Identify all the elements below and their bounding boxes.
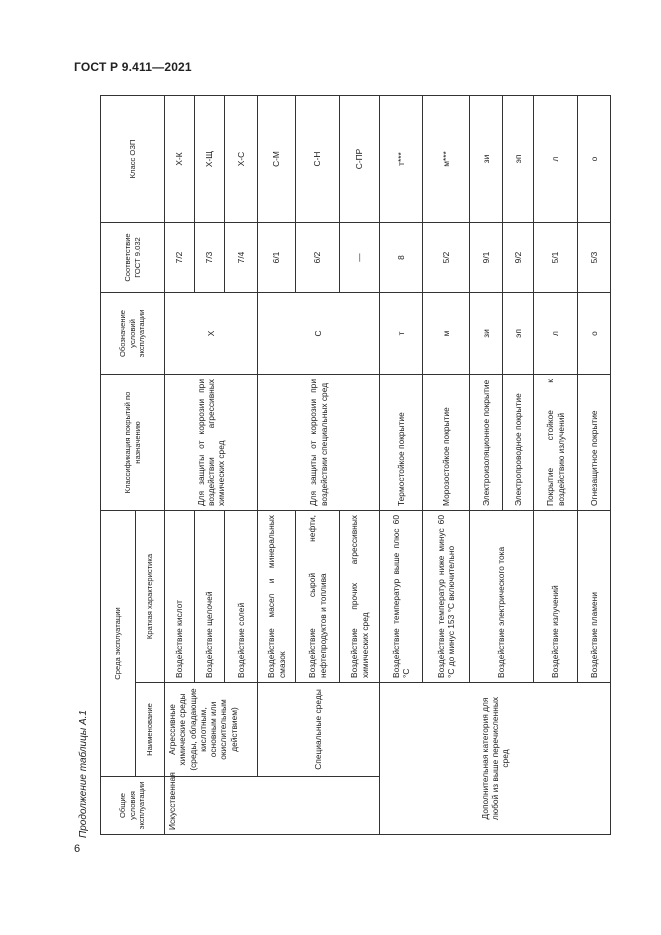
cell-brief-salts: Воздействие солей: [225, 511, 258, 683]
cell-gost-8: 8: [380, 223, 423, 293]
cell-ozp-spr: С-ПР: [340, 96, 380, 223]
page-number: 6: [74, 843, 81, 855]
cell-des-m: м: [423, 293, 470, 375]
cell-des-o: о: [578, 293, 611, 375]
cell-gost-dash: —: [340, 223, 380, 293]
cell-ozp-ep: эп: [503, 96, 534, 223]
rotated-table-wrapper: [100, 96, 610, 835]
cell-gost-51: 5/1: [534, 223, 578, 293]
cell-brief-high-temp: Воздействие температур выше плюс 60 °С: [380, 511, 423, 683]
cell-class-frost: Морозостойкое покрытие: [423, 375, 470, 511]
cell-general-additional: Дополнительная категория для любой из выше перечисленных сред: [380, 683, 611, 835]
cell-brief-acids: Воздействие кислот: [165, 511, 195, 683]
cell-gost-52: 5/2: [423, 223, 470, 293]
header-gost: Соответствие ГОСТ 9.032: [101, 223, 165, 293]
header-name: Наименование: [136, 683, 165, 777]
cell-class-corrosion-special: Для защиты от коррозии при воздействии специальных сред: [258, 375, 380, 511]
cell-ozp-m: м***: [423, 96, 470, 223]
cell-gost-73: 7/3: [195, 223, 225, 293]
cell-brief-radiation: Воздействие излучений: [534, 511, 578, 683]
cell-ozp-sm: С-М: [258, 96, 296, 223]
cell-des-x: Х: [165, 293, 258, 375]
cell-des-t: т: [380, 293, 423, 375]
header-general: Общие условия эксплуатации: [101, 777, 165, 835]
cell-brief-oil: Воздействие сырой нефти, нефтепродуктов и топлива: [296, 511, 340, 683]
cell-brief-oils: Воздействие масел и минеральных смазок: [258, 511, 296, 683]
table-row: [380, 96, 423, 835]
cell-class-insulating: Электроизоляционное покрытие: [470, 375, 503, 511]
cell-ozp-l: л: [534, 96, 578, 223]
cell-ozp-t: т***: [380, 96, 423, 223]
cell-gost-74: 7/4: [225, 223, 258, 293]
cell-gost-91: 9/1: [470, 223, 503, 293]
table-caption: Продолжение таблицы А.1: [78, 710, 89, 838]
header-class: Класс ОЗП: [101, 96, 165, 223]
cell-des-zi: зи: [470, 293, 503, 375]
cell-ozp-o: о: [578, 96, 611, 223]
cell-brief-alkalis: Воздействие щелочей: [195, 511, 225, 683]
cell-gost-62: 6/2: [296, 223, 340, 293]
cell-class-conductive: Электропроводное покрытие: [503, 375, 534, 511]
cell-des-s: С: [258, 293, 380, 375]
header-classification: Классификация покрытий по назначению: [101, 375, 165, 511]
cell-ozp-zi: зи: [470, 96, 503, 223]
cell-brief-electric: Воздействие электрического тока: [470, 511, 534, 683]
cell-ozp-xs: Х-С: [225, 96, 258, 223]
cell-ozp-xk: Х-К: [165, 96, 195, 223]
cell-class-heat: Термостойкое покрытие: [380, 375, 423, 511]
cell-brief-other: Воздействие прочих агрессивных химических сред: [340, 511, 380, 683]
cell-ozp-xsh: Х-Щ: [195, 96, 225, 223]
header-brief: Краткая характеристика: [136, 511, 165, 683]
cell-name-aggressive: Агрессивные химические среды (среды, обладающие кислотным, основным или окислительным действием): [165, 683, 258, 777]
cell-brief-flame: Воздействие пламени: [578, 511, 611, 683]
cell-brief-low-temp: Воздействие температур ниже минус 60 °С до минус 153 °С включительно: [423, 511, 470, 683]
cell-gost-53: 5/3: [578, 223, 611, 293]
cell-general-artificial: Искусственная: [165, 777, 380, 835]
cell-gost-72: 7/2: [165, 223, 195, 293]
table-row: [165, 96, 195, 835]
header-environment: Среда эксплуатации: [101, 511, 136, 777]
table-container: [100, 96, 610, 835]
conditions-table: [100, 95, 611, 835]
cell-des-l: л: [534, 293, 578, 375]
cell-gost-61: 6/1: [258, 223, 296, 293]
cell-class-radiation: Покрытие стойкое к воздействию излучений: [534, 375, 578, 511]
document-title: ГОСТ Р 9.411—2021: [74, 60, 192, 74]
cell-class-corrosion-aggressive: Для защиты от коррозии при воздействии агрессивных химических сред: [165, 375, 258, 511]
cell-des-ep: эп: [503, 293, 534, 375]
cell-class-fire: Огнезащитное покрытие: [578, 375, 611, 511]
cell-name-special: Специальные среды: [258, 683, 380, 777]
cell-gost-92: 9/2: [503, 223, 534, 293]
header-designation: Обозначение условий эксплуатации: [101, 293, 165, 375]
table-row: [258, 96, 296, 835]
cell-ozp-sn: С-Н: [296, 96, 340, 223]
